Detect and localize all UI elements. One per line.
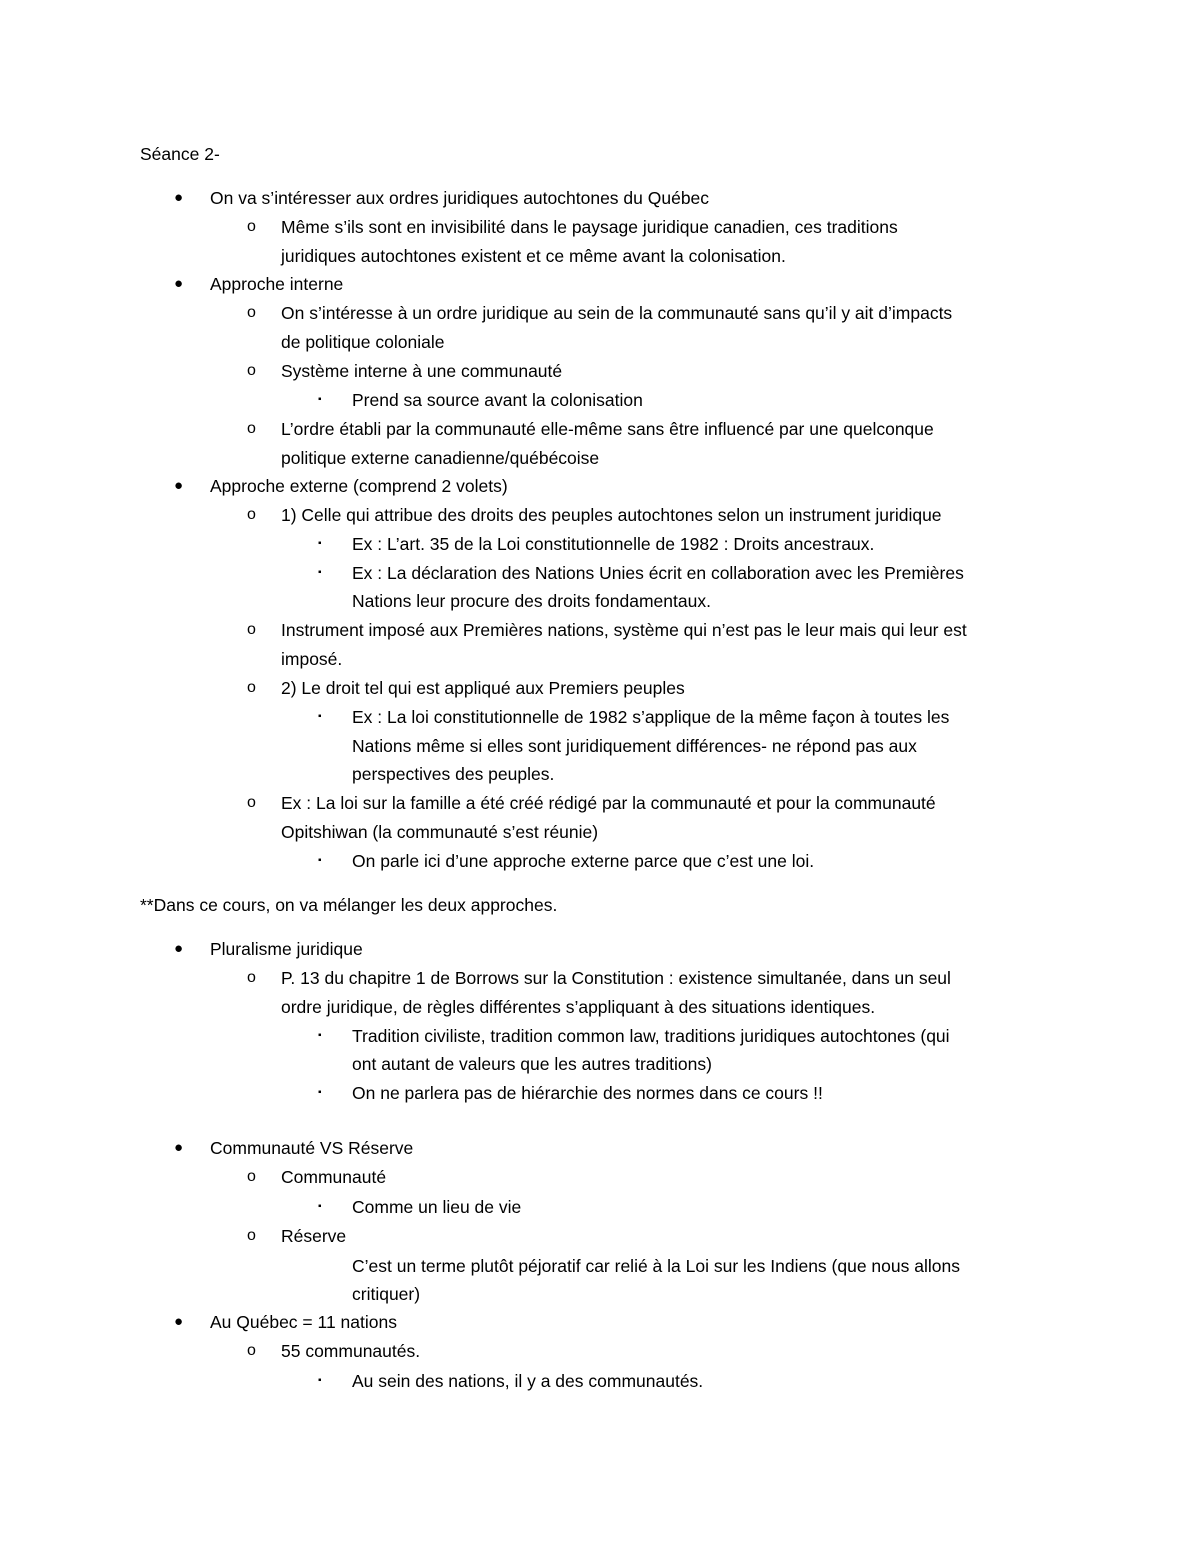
- outline-line: Tradition civiliste, tradition common law, traditions juridiques autochtones (qui: [352, 1026, 950, 1046]
- bullet-level-3-icon: ▪: [318, 855, 322, 866]
- bullet-level-2-icon: o: [247, 304, 256, 321]
- outline-line: On va s’intéresser aux ordres juridiques autochtones du Québec: [210, 188, 710, 208]
- bullet-level-2-icon: o: [247, 420, 256, 437]
- outline-line: Ex : La loi sur la famille a été créé rédigé par la communauté et pour la communauté: [281, 793, 936, 813]
- outline-line: ordre juridique, de règles différentes s’appliquant à des situations identiques.: [281, 997, 876, 1017]
- outline-line: Au Québec = 11 nations: [210, 1312, 397, 1332]
- outline-line: 55 communautés.: [281, 1341, 421, 1361]
- bullet-level-2-icon: o: [247, 969, 256, 986]
- outline-line: 1) Celle qui attribue des droits des peuples autochtones selon un instrument juridique: [281, 505, 942, 525]
- bullet-level-2-icon: o: [247, 621, 256, 638]
- outline-line: perspectives des peuples.: [352, 764, 555, 784]
- outline-line: Ex : La loi constitutionnelle de 1982 s’applique de la même façon à toutes les: [352, 707, 950, 727]
- outline-line: Comme un lieu de vie: [352, 1197, 522, 1217]
- outline-line: ont autant de valeurs que les autres traditions): [352, 1054, 712, 1074]
- outline-line: juridiques autochtones existent et ce même avant la colonisation.: [281, 246, 786, 266]
- bullet-level-2-icon: o: [247, 679, 256, 696]
- bullet-level-2-icon: o: [247, 506, 256, 523]
- bullet-level-3-icon: ▪: [318, 567, 322, 578]
- outline-line: 2) Le droit tel qui est appliqué aux Premiers peuples: [281, 678, 685, 698]
- outline-line: Approche interne: [210, 274, 344, 294]
- bullet-level-1-icon: ●: [174, 275, 184, 292]
- outline-line: Prend sa source avant la colonisation: [352, 390, 643, 410]
- bullet-level-3-icon: ▪: [318, 1087, 322, 1098]
- outline-line: critiquer): [352, 1284, 421, 1304]
- outline-line: Communauté VS Réserve: [210, 1138, 414, 1158]
- document-heading: Séance 2-: [140, 144, 220, 164]
- bullet-level-1-icon: ●: [174, 940, 184, 957]
- outline-line: Au sein des nations, il y a des communautés.: [352, 1371, 704, 1391]
- outline-line: Ex : L’art. 35 de la Loi constitutionnelle de 1982 : Droits ancestraux.: [352, 534, 875, 554]
- bullet-level-2-icon: o: [247, 362, 256, 379]
- outline-line: Ex : La déclaration des Nations Unies écrit en collaboration avec les Premières: [352, 563, 964, 583]
- outline-line: Nations même si elles sont juridiquement différences- ne répond pas aux: [352, 736, 917, 756]
- bullet-level-3-icon: ▪: [318, 711, 322, 722]
- outline-line: Pluralisme juridique: [210, 939, 363, 959]
- bullet-level-2-icon: o: [247, 794, 256, 811]
- outline-line: C’est un terme plutôt péjoratif car relié à la Loi sur les Indiens (que nous allons: [352, 1256, 960, 1276]
- bullet-level-1-icon: ●: [174, 189, 184, 206]
- outline-line: Nations leur procure des droits fondamentaux.: [352, 591, 711, 611]
- bullet-level-1-icon: ●: [174, 1313, 184, 1330]
- outline-line: Même s’ils sont en invisibilité dans le paysage juridique canadien, ces traditions: [281, 217, 898, 237]
- bullet-level-3-icon: ▪: [318, 394, 322, 405]
- outline-line: imposé.: [281, 649, 343, 669]
- outline-line: On parle ici d’une approche externe parce que c’est une loi.: [352, 851, 815, 871]
- bullet-level-2-icon: o: [247, 1342, 256, 1359]
- outline-line: Système interne à une communauté: [281, 361, 563, 381]
- bullet-level-3-icon: ▪: [318, 1201, 322, 1212]
- outline-line: Communauté: [281, 1167, 387, 1187]
- bullet-level-1-icon: ●: [174, 1139, 184, 1156]
- outline-line: On s’intéresse à un ordre juridique au sein de la communauté sans qu’il y ait d’impacts: [281, 303, 953, 323]
- bullet-level-3-icon: ▪: [318, 1030, 322, 1041]
- bullet-level-2-icon: o: [247, 1227, 256, 1244]
- bullet-level-1-icon: ●: [174, 477, 184, 494]
- outline-line: Instrument imposé aux Premières nations, système qui n’est pas le leur mais qui leur est: [281, 620, 967, 640]
- outline-line: de politique coloniale: [281, 332, 445, 352]
- outline-line: politique externe canadienne/québécoise: [281, 448, 600, 468]
- outline-line: **Dans ce cours, on va mélanger les deux approches.: [140, 895, 558, 915]
- bullet-level-2-icon: o: [247, 218, 256, 235]
- bullet-level-2-icon: o: [247, 1168, 256, 1185]
- outline-line: P. 13 du chapitre 1 de Borrows sur la Constitution : existence simultanée, dans un seul: [281, 968, 951, 988]
- outline-line: On ne parlera pas de hiérarchie des normes dans ce cours !!: [352, 1083, 823, 1103]
- bullet-level-3-icon: ▪: [318, 538, 322, 549]
- outline-line: Approche externe (comprend 2 volets): [210, 476, 508, 496]
- bullet-level-3-icon: ▪: [318, 1375, 322, 1386]
- outline-line: Réserve: [281, 1226, 347, 1246]
- outline-line: L’ordre établi par la communauté elle-même sans être influencé par une quelconque: [281, 419, 934, 439]
- outline-line: Opitshiwan (la communauté s’est réunie): [281, 822, 599, 842]
